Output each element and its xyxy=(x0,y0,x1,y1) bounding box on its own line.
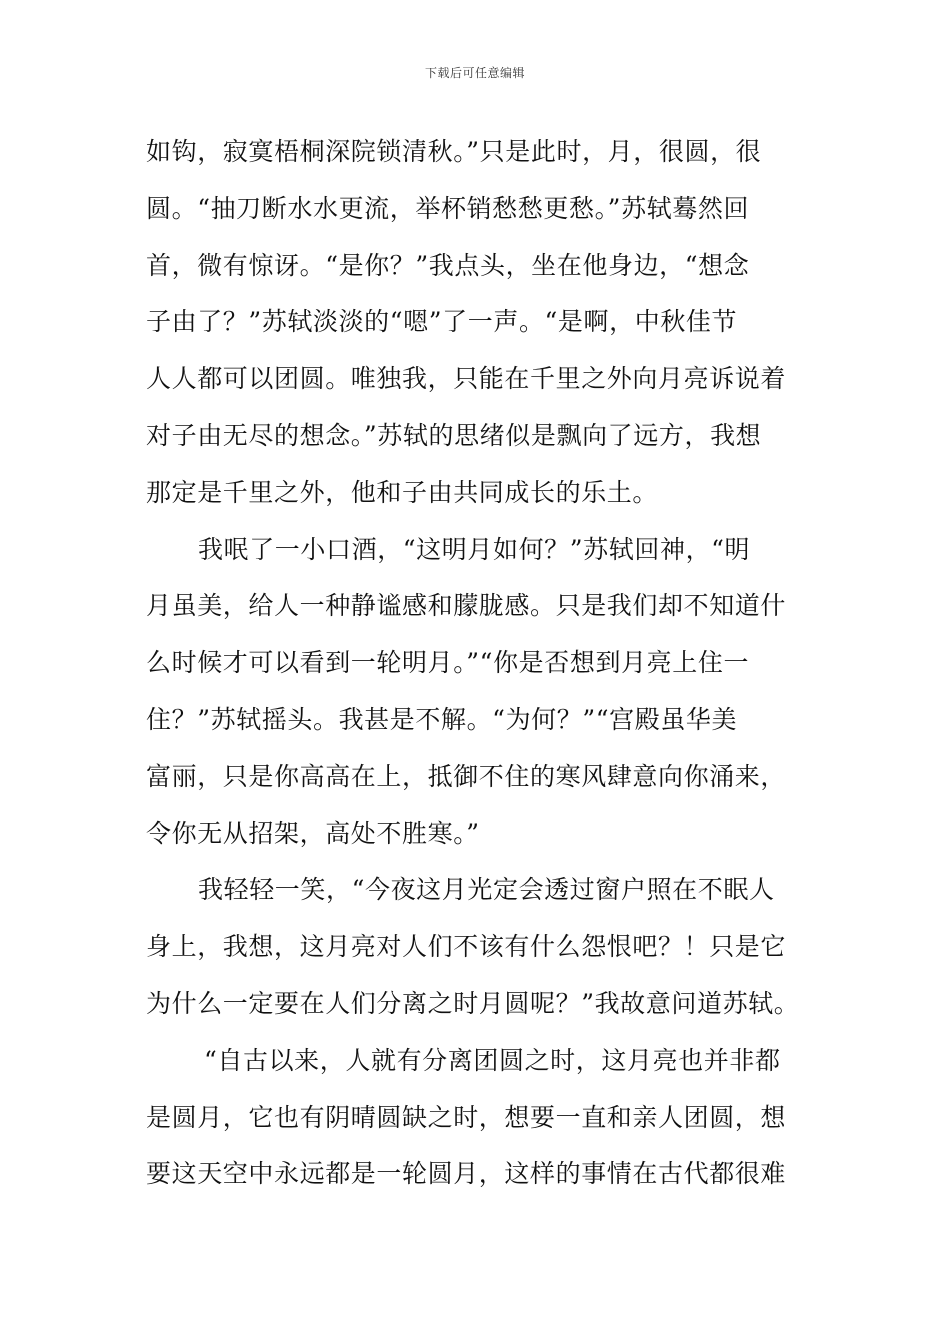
paragraph-start-line: 我轻轻一笑，“今夜这月光定会透过窗户照在不眠人 xyxy=(198,875,775,905)
text-line: 对子由无尽的想念。”苏轼的思绪似是飘向了远方，我想 xyxy=(146,420,762,450)
text-line: 子由了？”苏轼淡淡的“嗯”了一声。“是啊，中秋佳节 xyxy=(146,307,738,337)
text-line: 身上，我想，这月亮对人们不该有什么怨恨吧？！只是它 xyxy=(146,932,787,962)
paragraph-start-line: 我呡了一小口酒，“这明月如何？”苏轼回神，“明 xyxy=(198,534,751,564)
body-text xyxy=(146,124,806,1203)
text-line: 么时候才可以看到一轮明月。”“你是否想到月亮上住一 xyxy=(146,648,750,678)
header-note: 下载后可任意编辑 xyxy=(424,66,525,80)
paragraph-start-line: “自古以来，人就有分离团圆之时，这月亮也并非都 xyxy=(204,1045,781,1075)
text-line: 圆。“抽刀断水水更流，举杯销愁愁更愁。”苏轼蓦然回 xyxy=(146,193,750,223)
text-line: 如钩，寂寞梧桐深院锁清秋。”只是此时，月，很圆，很 xyxy=(146,137,762,166)
text-line: 要这天空中永远都是一轮圆月，这样的事情在古代都很难 xyxy=(146,1159,787,1189)
text-line: 月虽美，给人一种静谧感和朦胧感。只是我们却不知道什 xyxy=(146,591,787,621)
text-line: 首，微有惊讶。“是你？”我点头，坐在他身边，“想念 xyxy=(146,250,750,280)
text-line: 是圆月，它也有阴晴圆缺之时，想要一直和亲人团圆，想 xyxy=(146,1102,787,1132)
text-line: 人人都可以团圆。唯独我，只能在千里之外向月亮诉说着 xyxy=(146,364,787,394)
text-line: 为什么一定要在人们分离之时月圆呢？”我故意问道苏轼。 xyxy=(146,988,800,1018)
text-line: 富丽，只是你高高在上，抵御不住的寒风肆意向你涌来， xyxy=(146,761,787,791)
text-line: 住？”苏轼摇头。我甚是不解。“为何？”“宫殿虽华美 xyxy=(146,704,738,734)
text-line: 那定是千里之外，他和子由共同成长的乐土。 xyxy=(146,477,659,507)
text-line: 令你无从招架，高处不胜寒。” xyxy=(146,818,480,848)
